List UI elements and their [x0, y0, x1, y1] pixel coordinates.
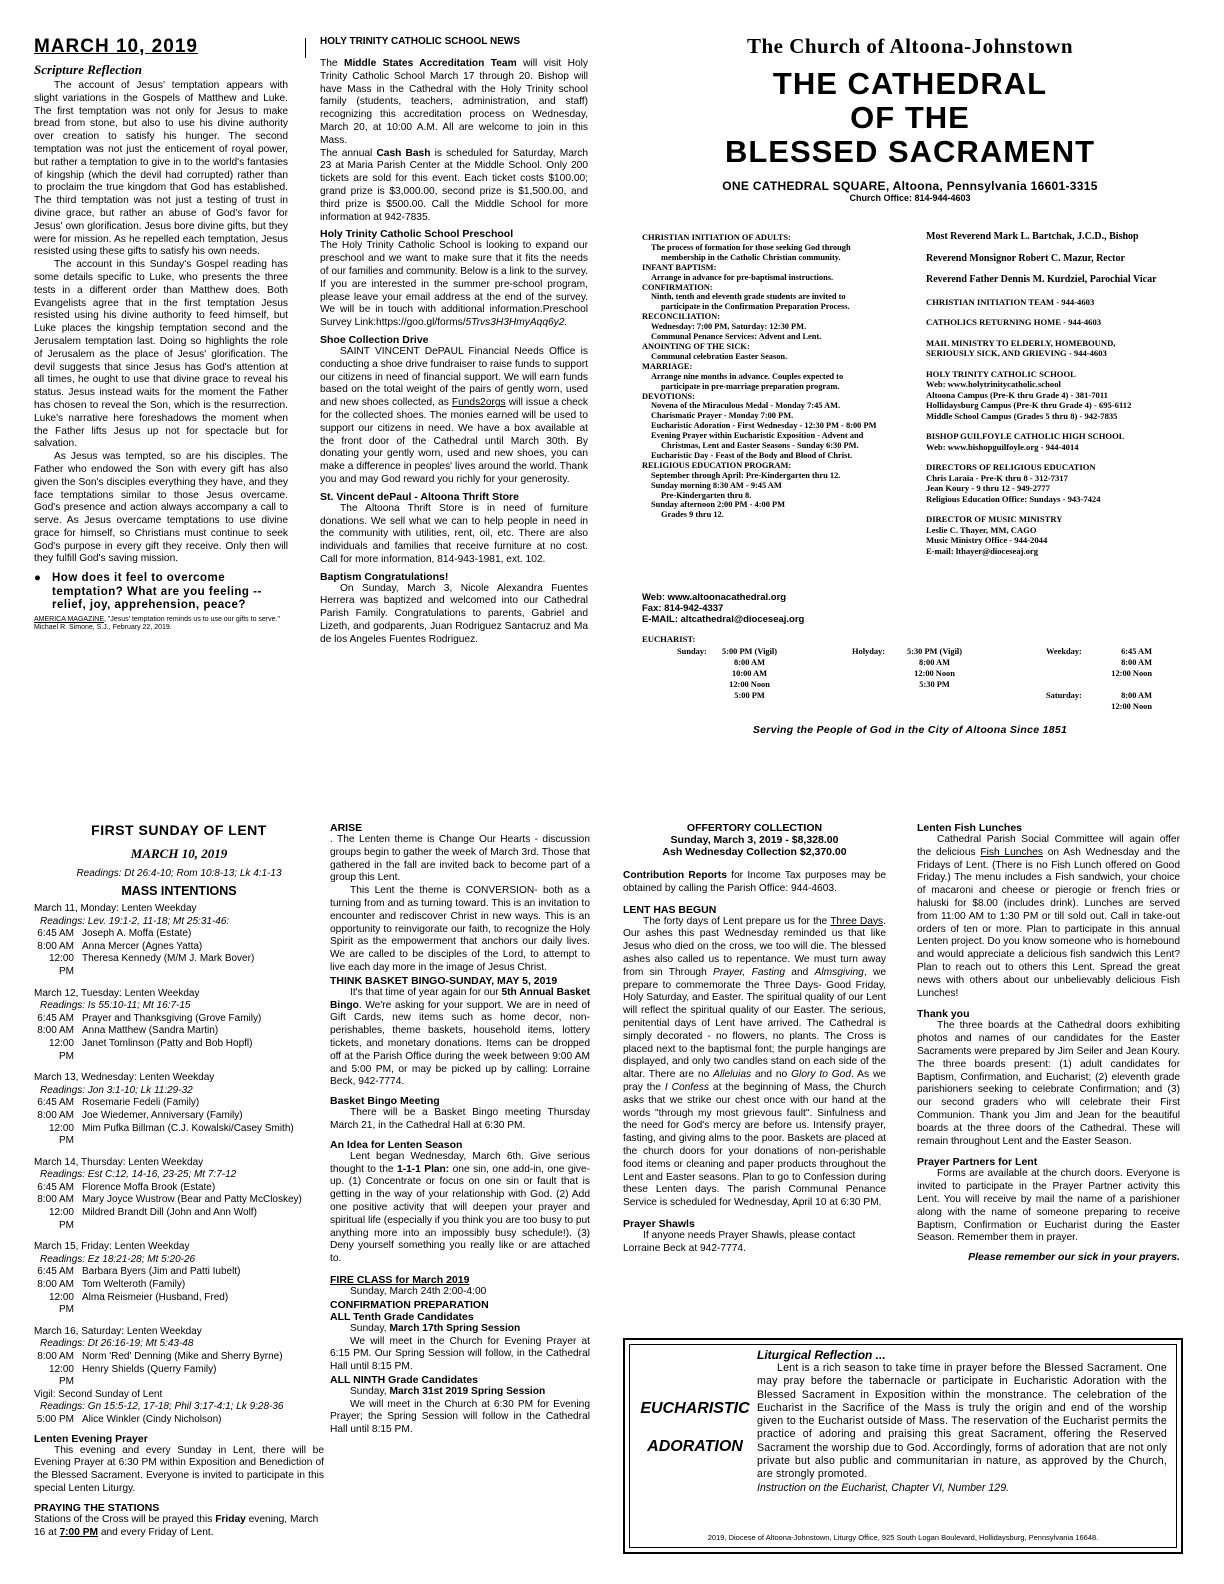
credit-rest: , "Jesus' temptation reminds us to use our gifts to serve." Michael R. Simone, S.J., February 22, 2019. [34, 615, 280, 632]
directory-line: Religious Education Office: Sundays - 943-7424 [926, 493, 1101, 504]
contrib-bold: Contribution Reports [623, 870, 727, 881]
mass-intention-row [34, 1038, 324, 1063]
accreditation-paragraph [320, 58, 588, 148]
fish-lunch-paragraph [917, 834, 1180, 1000]
thrift-store-heading: St. Vincent dePaul - Altoona Thrift Store [320, 490, 519, 503]
clergy-member: Most Reverend Mark L. Bartchak, J.C.D., Bishop [926, 232, 1139, 242]
mass-intentions-list [34, 903, 324, 1389]
prayer-shawls-paragraph: If anyone needs Prayer Shawls, please contact Lorraine Beck at 942-7774. [623, 1229, 856, 1254]
sacrament-line: participate in the Confirmation Preparation Process. [661, 302, 850, 312]
mass-time: 12:00 Noon [1111, 702, 1152, 711]
mass-intention-row [34, 1182, 324, 1195]
shoe-drive-paragraph [320, 346, 588, 487]
tenth-grade-paragraph: We will meet in the Church for Evening Prayer at 6:15 PM. Our Spring Session will follow, in the Cathedral Hall until 8:15 PM. [330, 1335, 590, 1373]
sacrament-line: Wednesday: 7:00 PM, Saturday: 12:30 PM. [651, 322, 807, 332]
mass-time: 8:00 AM [37, 1194, 74, 1206]
mass-intention-name: Joe Wiedemer, Anniversary (Family) [82, 1109, 243, 1121]
sunday-label: Sunday: [677, 647, 707, 656]
lent-begun-paragraph [623, 916, 886, 1210]
accred-pre: The [320, 58, 344, 69]
clergy-list [926, 232, 1188, 286]
sacrament-line: INFANT BAPTISM: [642, 262, 717, 272]
arise-paragraph-1: . The Lenten theme is Change Our Hearts - discussion groups begin to gather the week of March 3rd. Those that gathered in the fall are invited back to become part of a group this Lent. [330, 834, 590, 884]
stations-a: Stations of the Cross will be prayed this [34, 1513, 216, 1525]
lent-a: The forty days of Lent prepare us for the [643, 915, 831, 927]
sunday-times [722, 646, 777, 701]
mass-day-heading: March 11, Monday: Lenten Weekday [34, 903, 197, 914]
adoration-label [635, 1400, 755, 1456]
vigil-name: Alice Winkler (Cindy Nicholson) [82, 1413, 222, 1425]
cathedral-title-line-1: THE CATHEDRAL [772, 66, 1048, 101]
directory-entry [926, 514, 1188, 556]
mass-intention-name: Anna Mercer (Agnes Yatta) [82, 940, 203, 952]
directory-line: E-mail: lthayer@dioceseaj.org [926, 545, 1039, 556]
sacrament-line: CONFIRMATION: [642, 282, 713, 292]
fish-a: Cathedral Parish Social Committee will again offer the delicious [917, 834, 1180, 858]
sacrament-line: Christmas, Lent and Easter Seasons - Sunday 6:30 PM. [661, 441, 859, 451]
preschool-survey-link[interactable]: 5Trvs3H3HmyAqq6y2. [465, 317, 568, 329]
directory-line: Jean Koury - 9 thru 12 - 949-2777 [926, 483, 1050, 493]
lent-title: FIRST SUNDAY OF LENT [91, 822, 267, 838]
mass-time: 8:00 AM [37, 1351, 74, 1362]
mass-intention-row [34, 1364, 324, 1389]
ministry-directory [926, 297, 1188, 557]
mass-time: 8:00 AM [734, 658, 765, 667]
lenten-idea-heading: An Idea for Lenten Season [330, 1138, 463, 1151]
vigil-time: 5:00 PM [36, 1413, 74, 1425]
offertory-title: OFFERTORY COLLECTION [686, 822, 823, 834]
vigil-heading: Vigil: Second Sunday of Lent [34, 1388, 163, 1400]
cash-pre: The annual [320, 147, 377, 159]
mass-intention-row [34, 941, 324, 954]
mass-intention-row [34, 953, 324, 978]
mass-time: 8:00 AM [919, 658, 950, 667]
mass-time: 12:00 Noon [729, 680, 770, 689]
mass-intention-row [34, 1292, 324, 1317]
holyday-times [907, 646, 962, 690]
mass-time: 8:00 AM [37, 1279, 74, 1291]
mass-intention-name: Joseph A. Moffa (Estate) [82, 928, 192, 940]
mass-day-readings: Readings: Is 55:10-11; Mt 16:7-15 [40, 1000, 191, 1012]
sacrament-line: participate in pre-marriage preparation program. [661, 381, 840, 391]
evening-prayer-heading: Lenten Evening Prayer [34, 1432, 148, 1445]
stations-paragraph [34, 1514, 324, 1540]
mass-intention-row [34, 1194, 324, 1207]
mass-time: 8:00 AM [37, 940, 74, 952]
directory-line: Web: www.bishopguilfoyle.org - 944-4014 [926, 441, 1079, 452]
masthead [630, 34, 1190, 214]
directory-line: Altoona Campus (Pre-K thru Grade 4) - 381-7011 [926, 389, 1108, 400]
column-divider [305, 38, 306, 58]
mass-intention-row [34, 1123, 324, 1148]
sacrament-line: Sunday afternoon 2:00 PM - 4:00 PM [651, 500, 785, 510]
directory-line: CATHOLICS RETURNING HOME - 944-4603 [926, 317, 1102, 327]
mass-time: 8:00 AM [1121, 691, 1152, 700]
adoration-box [623, 1338, 1183, 1554]
idea-a: Lent began Wednesday, March 6th. Give serious thought to the [330, 1150, 590, 1175]
three-days-link: Three Days [830, 915, 884, 927]
prayer-partners-paragraph: Forms are available at the church doors. Everyone is invited to participate in the Prayer Partner activity this Lent. You will receive by mail the name of a parishioner along with the name of someone preparing to receive Baptism, Confirmation or Eucharist during the Easter Season. Remember them in prayer. [917, 1168, 1180, 1244]
sacrament-line: Arrange nine months in advance. Couples expected to [651, 371, 844, 381]
fish-lunch-link: Fish Lunches [980, 846, 1043, 858]
mass-time: 8:00 AM [1121, 658, 1152, 667]
preschool-text: The Holy Trinity Catholic School is looking to expand our preschool and we want to make sure that it fits the needs of our families and community. Below is a link to the survey. If you are interested in the summer pre-school program, please leave your email address at the end of the survey. We will be in touch with additional information.Preschool Survey Link:https://goo.gl/forms/ [320, 240, 588, 329]
directory-line: CHRISTIAN INITIATION TEAM - 944-4603 [926, 296, 1095, 307]
bingo-meeting-paragraph: There will be a Basket Bingo meeting Thursday March 21, in the Cathedral Hall at 6:30 PM. [330, 1107, 590, 1131]
mass-time: 5:00 PM [734, 691, 765, 700]
weekday-label: Weekday: [1046, 647, 1082, 656]
mass-intentions-column [34, 822, 324, 1552]
directory-line: MAIL MINISTRY TO ELDERLY, HOMEBOUND, [926, 337, 1116, 348]
weekday-times [1102, 646, 1152, 679]
clergy-directory [926, 232, 1188, 632]
saturday-times [1102, 690, 1152, 712]
ninth-grade-heading: ALL NINTH Grade Candidates [330, 1373, 478, 1386]
scripture-column [34, 36, 288, 756]
lent-c: and [785, 966, 815, 978]
lent-i5: I Confess [664, 1081, 709, 1093]
mass-day-readings: Readings: Ez 18:21-28; Mt 5:20-26 [40, 1253, 196, 1265]
directory-line: DIRECTORS OF RELIGIOUS EDUCATION [926, 462, 1096, 472]
mass-day [34, 1241, 324, 1317]
mass-time: 6:45 AM [37, 1012, 74, 1024]
mass-day-readings: Readings: Est C:12, 14-16, 23-25; Mt 7:7-12 [40, 1169, 237, 1181]
shoe-text-2: will issue a check for the collected shoes. The monies earned will be used to support our citizens in need. We have a box available at the front door of the Cathedral until March 30th. By donating your gently worn, used and new shoes, you can make a difference in peoples' lives around the world. Thank you and may God reward you richly for your generosity. [320, 397, 588, 485]
mass-intention-name: Alma Reismeier (Husband, Fred) [82, 1291, 229, 1303]
cash-bold: Cash Bash [376, 147, 431, 159]
cathedral-title-line-3: BLESSED SACRAMENT [724, 134, 1096, 169]
ninth-grade-paragraph: We will meet in the Church at 6:30 PM for Evening Prayer; the Spring Session will follow in the Cathedral Hall until 8:15 PM. [330, 1398, 590, 1436]
mass-intentions-title: MASS INTENTIONS [121, 884, 237, 898]
mass-intention-row [34, 1097, 324, 1110]
email-link[interactable]: E-MAIL: altcathedral@dioceseaj.org [642, 614, 805, 625]
fire-class-date: Sunday, March 24th 2:00-4:00 [350, 1285, 487, 1297]
lent-begun-heading: LENT HAS BEGUN [623, 903, 717, 916]
stations-e: and every Friday of Lent. [98, 1526, 214, 1538]
eucharist-label: EUCHARIST: [642, 634, 696, 644]
sacrament-line: Charismatic Prayer - Monday 7:00 PM. [651, 411, 794, 421]
bullet-icon: ● [34, 572, 42, 585]
sick-prayers-note: Please remember our sick in your prayers. [968, 1251, 1180, 1264]
sacrament-line: Eucharistic Adoration - First Wednesday - 12:30 PM - 8:00 PM [651, 421, 877, 431]
mass-intention-name: Mary Joyce Wustrow (Bear and Patty McCloskey) [82, 1194, 302, 1206]
mass-time: 8:00 AM [37, 1109, 74, 1121]
bingo-a: It's that time of year again for our [350, 986, 502, 998]
mass-intention-row [34, 1351, 324, 1364]
adoration-citation: Instruction on the Eucharist, Chapter VI, Number 129. [757, 1481, 1010, 1494]
directory-entry [926, 297, 1188, 308]
mass-intention-name: Mildred Brandt Dill (John and Ann Wolf) [82, 1207, 257, 1219]
sacrament-line: MARRIAGE: [642, 361, 693, 371]
mass-day [34, 903, 324, 979]
lent-f: . As we pray the [623, 1069, 886, 1093]
mass-time: 5:30 PM (Vigil) [907, 647, 963, 656]
fish-b: on Ash Wednesday and the Fridays of Lent. (There is no Fish Lunch offered on Good Friday.) The menu includes a Fish sandwich, your choice of macaroni and cheese or pierogie or french fries or haluski for $8.00 (includes drink). Lunches are served from 11:00 AM to 1:30 PM or till sold out. Call in take-out orders of ten or more. Plan to participate in this annual Lenten project. Do you know someone who is homebound and would appreciate a delicious fish sandwich this Lent? Plan to reach out to others this Lent. Spread the great news with others about our unbelievably delicious Fish Lunches! [917, 846, 1180, 999]
mass-time: 12:00 PM [48, 1122, 74, 1147]
prayer-shawls-heading: Prayer Shawls [623, 1217, 695, 1230]
church-office-phone: Church Office: 814-944-4603 [849, 193, 971, 203]
directory-line: HOLY TRINITY CATHOLIC SCHOOL [926, 368, 1076, 379]
lent-e: and no [751, 1069, 792, 1081]
mass-time: 6:45 AM [1121, 647, 1152, 656]
sacrament-line: CHRISTIAN INITIATION OF ADULTS: [642, 233, 791, 242]
offertory-sunday: Sunday, March 3, 2019 - $8,328.00 [670, 834, 839, 846]
bingo-b: 5th Annual Basket Bingo [330, 986, 590, 1011]
vigil-readings: Readings: Gn 15:5-12, 17-18; Phil 3:17-4:1; Lk 9:28-36 [40, 1401, 284, 1413]
reflection-credit [34, 616, 288, 633]
sacrament-line: Evening Prayer within Eucharistic Exposition - Advent and [651, 431, 864, 441]
school-news-heading: HOLY TRINITY CATHOLIC SCHOOL NEWS [320, 36, 521, 47]
lent-i4: Glory to God [791, 1069, 852, 1081]
mass-day-heading: March 12, Tuesday: Lenten Weekday [34, 987, 200, 999]
sacrament-line: Communal celebration Easter Season. [651, 351, 788, 361]
sacrament-line: Ninth, tenth and eleventh grade students are invited to [651, 292, 846, 302]
sacrament-line: Eucharistic Day - Feast of the Body and Blood of Christ. [651, 450, 853, 460]
lent-i2: Almsgiving [814, 966, 864, 978]
serving-tagline: Serving the People of God in the City of Altoona Since 1851 [752, 724, 1068, 736]
scripture-reflection-title: Scripture Reflection [34, 62, 142, 77]
mass-day-readings: Readings: Jon 3:1-10; Lk 11:29-32 [40, 1084, 193, 1096]
bulletin-date: MARCH 10, 2019 [34, 36, 198, 57]
sacrament-line: Sunday morning 8:30 AM - 9:45 AM [651, 480, 782, 490]
mass-intention-name: Theresa Kennedy (M/M J. Mark Bover) [82, 953, 255, 965]
offertory-column [623, 822, 886, 1332]
website-link[interactable]: Web: www.altoonacathedral.org [642, 592, 787, 603]
saturday-label: Saturday: [1046, 691, 1082, 700]
sacraments-list [642, 233, 932, 578]
tenth-grade-heading: ALL Tenth Grade Candidates [330, 1310, 474, 1323]
sacrament-line: DEVOTIONS: [642, 391, 695, 401]
lenten-idea-paragraph [330, 1151, 590, 1266]
mass-time: 6:45 AM [37, 1266, 74, 1278]
mass-intention-row [34, 1013, 324, 1026]
bingo-heading: THINK BASKET BINGO-SUNDAY, MAY 5, 2019 [330, 974, 558, 987]
mass-time: 12:00 PM [48, 1291, 74, 1316]
idea-c: one sin, one add-in, one give-up. (1) Concentrate or focus on one sin or fault that is getting in the way of your relationship with God. (2) Add one positive activity that will deepen your prayer and spiritual life (especially if you think you are too busy to put anything more into an impossibly busy schedule!). (3) Deny yourself something you really like or are attached to. [330, 1163, 590, 1265]
shoe-drive-heading: Shoe Collection Drive [320, 333, 429, 346]
directory-line: Music Ministry Office - 944-2044 [926, 535, 1048, 545]
baptism-heading: Baptism Congratulations! [320, 570, 449, 583]
fish-lunch-heading: Lenten Fish Lunches [917, 822, 1023, 834]
directory-line: Web: www.holytrinitycatholic.school [926, 379, 1061, 389]
directory-entry [926, 338, 1188, 359]
mass-day [34, 1326, 324, 1389]
baptism-paragraph: On Sunday, March 3, Nicole Alexandra Fuentes Herrera was baptized and welcomed into our Cathedral Parish Family. Congratulations to parents, Gabriel and Lizeth, and godparents, Juan Rodriguez Santacruz and Ma de los Angeles Fuentes Rodriguez. [320, 582, 588, 645]
lent-i3: Alleluias [713, 1069, 752, 1081]
stations-b: Friday [215, 1513, 246, 1525]
preschool-heading: Holy Trinity Catholic School Preschool [320, 228, 514, 241]
directory-entry [926, 369, 1188, 422]
mass-time: 6:45 AM [37, 1097, 74, 1109]
directory-entry [926, 317, 1188, 328]
stations-heading: PRAYING THE STATIONS [34, 1501, 160, 1514]
directory-line: Middle School Campus (Grades 5 thru 8) - 942-7835 [926, 410, 1118, 421]
prayer-partners-heading: Prayer Partners for Lent [917, 1156, 1038, 1169]
fish-lunch-column [917, 822, 1180, 1332]
evening-prayer-paragraph: This evening and every Sunday in Lent, there will be Evening Prayer at 6:30 PM within Exposition and Benediction of the Blessed Sacrament. Everyone is invited to participate in this special Lenten Liturgy. [34, 1444, 324, 1494]
offertory-ash-wednesday: Ash Wednesday Collection $2,370.00 [662, 846, 847, 858]
tenth-grade-session [330, 1323, 590, 1336]
mass-day-heading: March 14, Thursday: Lenten Weekday [34, 1156, 204, 1168]
reflection-question [34, 572, 288, 613]
adoration-text-block [757, 1348, 1167, 1538]
mass-day-heading: March 15, Friday: Lenten Weekday [34, 1241, 190, 1253]
directory-line: SERIOUSLY SICK, AND GRIEVING - 944-4603 [926, 348, 1107, 358]
mass-day [34, 1072, 324, 1148]
sacrament-line: Novena of the Miraculous Medal - Monday 7:45 AM. [651, 401, 841, 411]
sacrament-line: The process of formation for those seeking God through [651, 242, 851, 252]
ninth-grade-session [330, 1386, 590, 1399]
lent-readings: Readings: Dt 26:4-10; Rom 10:8-13; Lk 4:1-13 [76, 868, 282, 879]
mass-time: 5:30 PM [919, 680, 950, 689]
mass-intention-row [34, 1266, 324, 1279]
mass-day [34, 1157, 324, 1233]
sacrament-line: RELIGIOUS EDUCATION PROGRAM: [642, 460, 792, 470]
cathedral-title-line-2: OF THE [850, 100, 970, 135]
mass-time: 12:00 PM [48, 953, 74, 977]
vigil-intention [34, 1414, 324, 1427]
sacrament-line: RECONCILIATION: [642, 312, 721, 322]
mass-time: 10:00 AM [731, 669, 768, 678]
directory-entry [926, 462, 1188, 504]
adoration-paragraph: Lent is a rich season to take time in prayer before the Blessed Sacrament. One may pray before the tabernacle or participate in Eucharistic Adoration with the Blessed Sacrament in Exposition within the monstrance. The celebration of the Eucharist in the Sacrifice of the Mass is truly the origin and end of the worship given to the Eucharist outside of Mass. The reservation of the Eucharist permits the practice of adoring and praising this great Sacrament, offering the Reserved Sacrament the worship due to God. Accordingly, forms of adoration that are not only private but also public and communitarian in nature, as approved by the Church, are strongly promoted. [757, 1362, 1167, 1481]
church-name: The Church of Altoona-Johnstown [746, 34, 1074, 58]
mass-intention-name: Barbara Byers (Jim and Patti Iubelt) [82, 1266, 241, 1278]
thrift-store-paragraph: The Altoona Thrift Store is in need of furniture donations. We sell what we can to help people in need in the community with utilities, rent, oil, etc. There are also individuals and families that receive furniture at no cost. Call for more information, 814-943-1981, ext. 102. [320, 502, 588, 565]
mass-day-readings: Readings: Dt 26:16-19; Mt 5:43-48 [40, 1338, 194, 1350]
sacrament-line: Arrange in advance for pre-baptismal instructions. [651, 272, 834, 282]
preschool-paragraph [320, 240, 588, 330]
mass-intention-name: Henry Shields (Querry Family) [82, 1363, 217, 1375]
mass-time: 12:00 PM [48, 1207, 74, 1231]
mass-time: 5:00 PM (Vigil) [722, 647, 778, 656]
arise-paragraph-2: This Lent the theme is CONVERSION- both as a turning from and as turning toward. This is an invitation to encounter and rediscover Christ in new ways. This is an opportunity to reinvigorate our faith, to recognize the Holy Spirit as the empowerment that anchors our daily lives. We are called to be disciples of the Lord, to attempt to live each day more in the image of Jesus Christ. [330, 885, 590, 973]
mass-day-heading: March 16, Saturday: Lenten Weekday [34, 1325, 202, 1337]
arise-heading: ARISE [330, 822, 363, 834]
sacrament-line: September through April: Pre-Kindergarten thru 12. [651, 470, 841, 480]
sacrament-line: membership in the Catholic Christian community. [661, 252, 841, 262]
adoration-copyright: 2019, Diocese of Altoona-Johnstown, Liturgy Office, 925 South Logan Boulevard, Hollidaysburg, Pennsylvania 16648. [707, 1533, 1099, 1542]
mass-intention-name: Anna Matthew (Sandra Martin) [82, 1025, 219, 1037]
directory-line: DIRECTOR OF MUSIC MINISTRY [926, 514, 1063, 524]
lent-g: at the beginning of Mass, the Church asks that we strike our chest once with our hand at the words "through my most grievous fault". Sinfulness and the need for God's mercy are before us. Intensify prayer, fasting, and giving alms to the poor. Baskets are placed at the church doors for your donations of non-perishable food items or cleaning and paper products throughout the Lent and Easter seasons. Plan to go to Confession during these Lenten days. The parish Communal Penance Service is scheduled for Wednesday, April 10 at 6:30 PM. [623, 1081, 886, 1209]
mass-intention-name: Janet Tomlinson (Patty and Bob Hopfl) [82, 1037, 253, 1049]
mass-intention-name: Rosemarie Fedeli (Family) [82, 1097, 200, 1109]
mass-intention-name: Prayer and Thanksgiving (Grove Family) [82, 1012, 262, 1024]
accred-bold: Middle States Accreditation Team [343, 58, 517, 69]
liturgical-reflection-title: Liturgical Reflection ... [757, 1348, 886, 1362]
mass-intention-name: Mim Pufka Billman (C.J. Kowalski/Casey Smith) [82, 1122, 294, 1134]
confirmation-heading: CONFIRMATION PREPARATION [330, 1298, 489, 1311]
directory-line: Leslie C. Thayer, MM, CAGO [926, 524, 1037, 535]
mass-day [34, 988, 324, 1064]
adoration-label-line-2: ADORATION [647, 1438, 743, 1455]
sacrament-line: ANOINTING OF THE SICK: [642, 341, 750, 351]
bingo-meeting-heading: Basket Bingo Meeting [330, 1095, 440, 1108]
thank-you-paragraph: The three boards at the Cathedral doors exhibiting photos and names of our candidates for the Easter Sacraments were prepared by Jim Seiler and Jean Koury. The three boards present: (1) adult candidates for Baptism, Confirmation, and Eucharist; (2) eleventh grade parishioners seeking to celebrate Confirmation; and (3) our second graders who will celebrate their First Communion. Thank you Jim and Jean for the beautiful boards at the three doors of the Cathedral. These will remain throughout Lent and the Easter Season. [917, 1020, 1180, 1147]
reflection-paragraph-3: As Jesus was tempted, so are his disciples. The Father who endowed the Son with every gift has also given the Son's disciples everything they have, and they face temptations similar to those Jesus overcame. God's presence and action always accompany a call to serve. As Jesus overcame temptations to use divine grace for himself, so Christians must continue to seek God's purpose in every gift they receive. Only then will they fulfill God's saving mission. [34, 451, 288, 565]
lent-b: . Our ashes this past Wednesday reminded us that like Jesus who died on the cross, we too will die. The blessed ashes also called us to repentance. We must turn away from sin Through [623, 915, 886, 978]
bingo-paragraph [330, 987, 590, 1089]
tenth-b: March 17th Spring Session [389, 1322, 521, 1334]
cash-bash-paragraph [320, 148, 588, 225]
mass-day-heading: March 13, Wednesday: Lenten Weekday [34, 1072, 215, 1084]
mass-intention-name: Florence Moffa Brook (Estate) [82, 1181, 216, 1193]
mass-time: 6:45 AM [37, 1181, 74, 1193]
holyday-label: Holyday: [852, 647, 886, 656]
school-news-column [320, 36, 588, 756]
thank-you-heading: Thank you [917, 1008, 970, 1021]
directory-line: Chris Laraia - Pre-K thru 8 - 312-7317 [926, 472, 1068, 483]
mass-intention-row [34, 1279, 324, 1292]
mass-time: 12:00 Noon [914, 669, 955, 678]
funds2orgs-link[interactable]: Funds2orgs [451, 397, 506, 409]
mass-time: 8:00 AM [37, 1025, 74, 1037]
mass-intention-name: Norm 'Red' Denning (Mike and Sherry Byrne) [82, 1351, 283, 1362]
contrib-rest: for Income Tax purposes may be obtained by calling the Parish Office: 944-4603. [623, 870, 886, 894]
clergy-member: Reverend Father Dennis M. Kurdziel, Parochial Vicar [926, 274, 1157, 285]
shoe-text-1: SAINT VINCENT DePAUL Financial Needs Office is conducting a shoe drive fundraiser to raise funds to support our citizens in need of financial support. We will earn funds based on the total weight of the pairs of gently worn, used and new shoes collected, as [320, 345, 588, 409]
reflection-paragraph-1: The account of Jesus' temptation appears with slight variations in the Gospels of Matthew and Luke. The first temptation was not only for Jesus to make bread from stone, but also to use his divine authority over creation to satisfy his hunger. The second temptation was not just the enticement of royal power, but rather a temptation to give in to the world's fantasies of kingship (which the devil had corrupted) rather than to proclaim the true kingdom that God has established. The third temptation was not just a testing of trust in divine grace, but rather an abuse of God's favor for Jesus' own glorification. Jesus bore divine gifts, but they were for mission. As he repelled each temptation, Jesus resisted using these gifts to satisfy his own needs. [34, 80, 288, 258]
lent-date: MARCH 10, 2019 [130, 846, 228, 861]
sacrament-line: Grades 9 thru 12. [661, 510, 724, 520]
cathedral-address: ONE CATHEDRAL SQUARE, Altoona, Pennsylvania 16601-3315 [722, 179, 1098, 193]
lent-i1: Prayer, Fasting [713, 966, 786, 978]
ninth-a: Sunday, [350, 1385, 390, 1397]
cash-rest: is scheduled for Saturday, March 23 at Maria Parish Center at the Middle School. Only 200 tickets are sold for this event. Each ticket costs $100.00; grand prize is $3,000.00, second prize is $1,500.00, and third prize is $500.00. Call the Middle School for more information at 942-7835. [320, 147, 588, 223]
eucharist-schedule [642, 634, 1190, 716]
question-text: How does it feel to overcome temptation? What are you feeling -- relief, joy, apprehension, peace? [52, 572, 262, 612]
credit-source: AMERICA MAGAZINE [34, 615, 105, 623]
clergy-member: Reverend Monsignor Robert C. Mazur, Rector [926, 252, 1125, 264]
mass-time: 12:00 PM [48, 1037, 74, 1062]
mass-time: 6:45 AM [37, 928, 74, 940]
sacrament-line: Pre-Kindergarten thru 8. [661, 490, 752, 500]
stations-c: evening, March 16 at [34, 1513, 319, 1538]
mass-intention-row [34, 1025, 324, 1038]
directory-line: Hollidaysburg Campus (Pre-K thru Grade 4) - 695-6112 [926, 400, 1132, 410]
mass-intention-row [34, 1207, 324, 1232]
directory-line: BISHOP GUILFOYLE CATHOLIC HIGH SCHOOL [926, 431, 1125, 441]
arise-column [330, 822, 590, 1542]
ninth-b: March 31st 2019 Spring Session [389, 1385, 546, 1397]
sacrament-line: Communal Penance Services: Advent and Lent. [651, 332, 822, 342]
fire-class-heading: FIRE CLASS for March 2019 [330, 1273, 470, 1286]
mass-intention-name: Tom Welteroth (Family) [82, 1279, 186, 1291]
mass-intention-row [34, 928, 324, 941]
mass-time: 12:00 PM [48, 1363, 74, 1388]
mass-time: 12:00 Noon [1111, 669, 1152, 678]
stations-d: 7:00 PM [59, 1526, 99, 1538]
lent-d: , we prepare to commemorate the Three Days- Good Friday, Holy Saturday, and Easter. The spiritual quality of our Lent will reflect the spiritual quality of our Easter. The serious, penitential days of Lent have arrived. The Cathedral is simply decorated - no flowers, no plants. The Cross is placed next to the baptismal font; the purple hangings are displayed, and only two candles stand on each side of the altar. There are no [623, 966, 886, 1081]
accred-rest: will visit Holy Trinity Catholic School March 17 through 20. Bishop will have Mass in the Cathedral with the Holy Trinity school family (students, teachers, administration, and staff) recognizing this accreditation process on Wednesday, March 20, at 10:00 A.M. All are welcome to join in this Mass. [320, 58, 588, 146]
idea-b: 1-1-1 Plan: [397, 1163, 450, 1175]
fax-number: Fax: 814-942-4337 [642, 603, 724, 614]
reflection-paragraph-2: The account in this Sunday's Gospel reading has some details specific to Luke, who presents the three tests in a different order than Matthew does. Both Evangelists agree that in the first temptation Jesus resisted using his divine authority to feed himself, but Luke places the kingship temptation second and the Jerusalem temptation last. Doing so highlights the role of Jerusalem as the place of Jesus' glorification. The devil suggests that since Jesus has God's attention at all times, he ought to use that divine grace to reveal his status. Jesus instead waits for the moment the Father has chosen to reveal the Son, which is the resurrection. Luke's narrative here foreshadows the moment when the Father lifts Jesus up not for spectacle but for salvation. [34, 259, 288, 450]
contribution-paragraph [623, 870, 886, 896]
adoration-label-line-1: EUCHARISTIC [640, 1400, 750, 1417]
mass-intention-row [34, 1110, 324, 1123]
bingo-c: . We're asking for your support. We are in need of Gift Cards, new items such as home decor, non-perishables, theme baskets, household items, lottery tickets, and monetary donations. Items can be dropped off at the Parish Office during the week between 9:00 AM and 5:00 PM, or may be picked up by calling: Lorraine Beck, 942-7774. [330, 999, 590, 1088]
mass-day-readings: Readings: Lev. 19:1-2, 11-18; Mt 25:31-46: [40, 915, 230, 927]
contact-block [642, 592, 932, 632]
directory-entry [926, 431, 1188, 452]
tenth-a: Sunday, [350, 1322, 390, 1334]
